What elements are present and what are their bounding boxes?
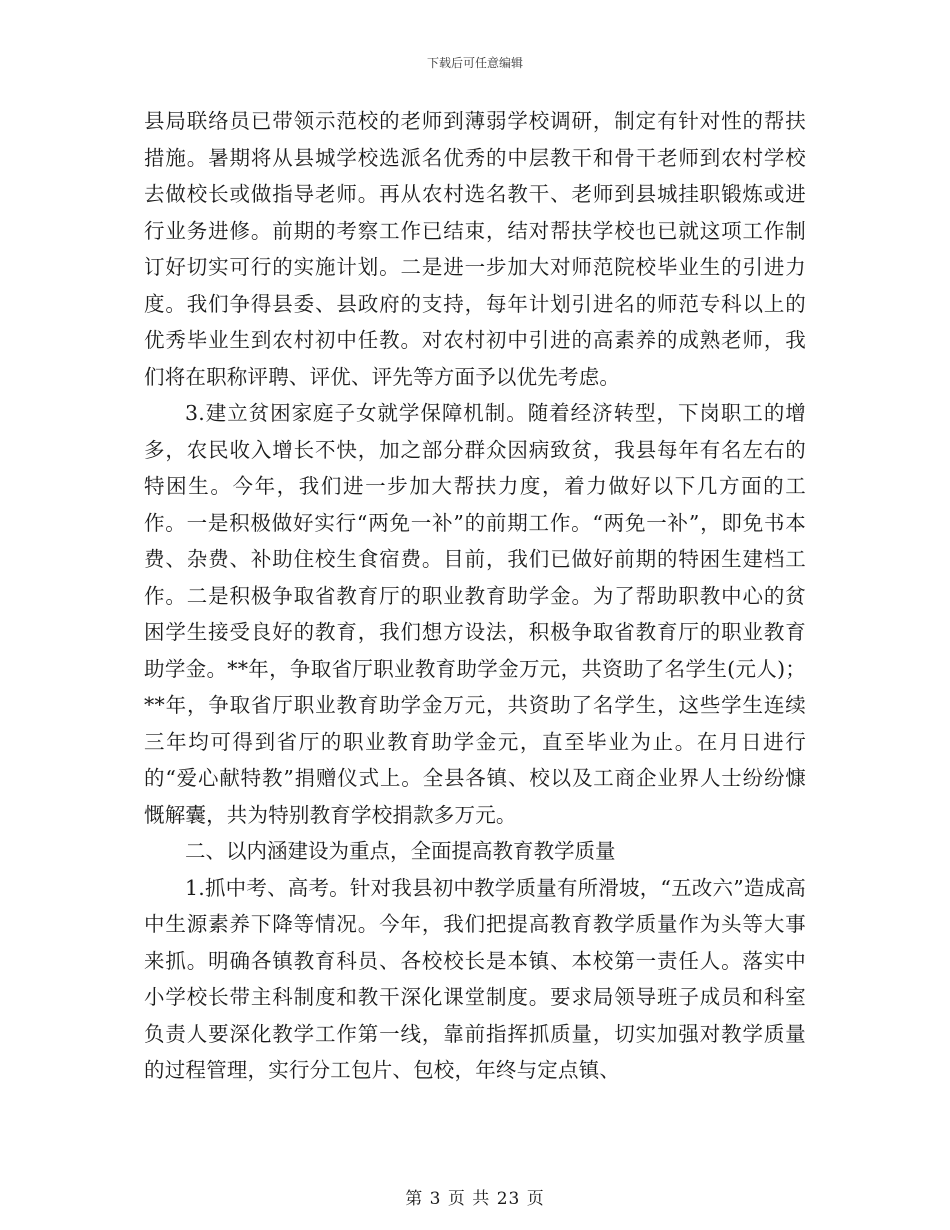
page-header: 下载后可任意编辑 [426, 56, 523, 70]
section-heading-2: 二、以内涵建设为重点，全面提高教育教学质量 [185, 839, 616, 863]
paragraph-item-3: 3.建立贫困家庭子女就学保障机制。随着经济转型，下岗职工的增多，农民收入增长不快，加之部分群众因病致贫，我县每年有名左右的特困生。今年，我们进一步加大帮扶力度，着力做好以下几方面的工作。一是积极做好实行“两免一补”的前期工作。“两免一补”，即免书本费、杂费、补助住校生食宿费。目前，我们已做好前期的特困生建档工作。二是积极争取省教育厅的职业教育助学金。为了帮助职教中心的贫困学生接受良好的教育，我们想方设法，积极争取省教育厅的职业教育助学金。**年，争取省厅职业教育助学金万元，共资助了名学生(元人)；**年，争取省厅职业教育助学金万元，共资助了名学生，这些学生连续三年均可得到省厅的职业教育助学金元，直至毕业为止。在月日进行的“爱心献特教”捐赠仪式上。全县各镇、校以及工商企业界人士纷纷慷慨解囊，共为特别教育学校捐款多万元。 [144, 401, 806, 827]
document-body [144, 103, 806, 1089]
page-number-footer: 第 3 页 共 23 页 [405, 1189, 545, 1209]
paragraph-item-1: 1.抓中考、高考。针对我县初中教学质量有所滑坡，“五改六”造成高中生源素养下降等情况。今年，我们把提高教育教学质量作为头等大事来抓。明确各镇教育科员、各校校长是本镇、本校第一责任人。落实中小学校长带主科制度和教干深化课堂制度。要求局领导班子成员和科室负责人要深化教学工作第一线，靠前指挥抓质量，切实加强对教学质量的过程管理，实行分工包片、包校，年终与定点镇、 [144, 875, 806, 1082]
paragraph-continued: 县局联络员已带领示范校的老师到薄弱学校调研，制定有针对性的帮扶措施。暑期将从县城学校选派名优秀的中层教干和骨干老师到农村学校去做校长或做指导老师。再从农村选名教干、老师到县城挂职锻炼或进行业务进修。前期的考察工作已结束，结对帮扶学校也已就这项工作制订好切实可行的实施计划。二是进一步加大对师范院校毕业生的引进力度。我们争得县委、县政府的支持，每年计划引进名的师范专科以上的优秀毕业生到农村初中任教。对农村初中引进的高素养的成熟老师，我们将在职称评聘、评优、评先等方面予以优先考虑。 [144, 109, 806, 389]
